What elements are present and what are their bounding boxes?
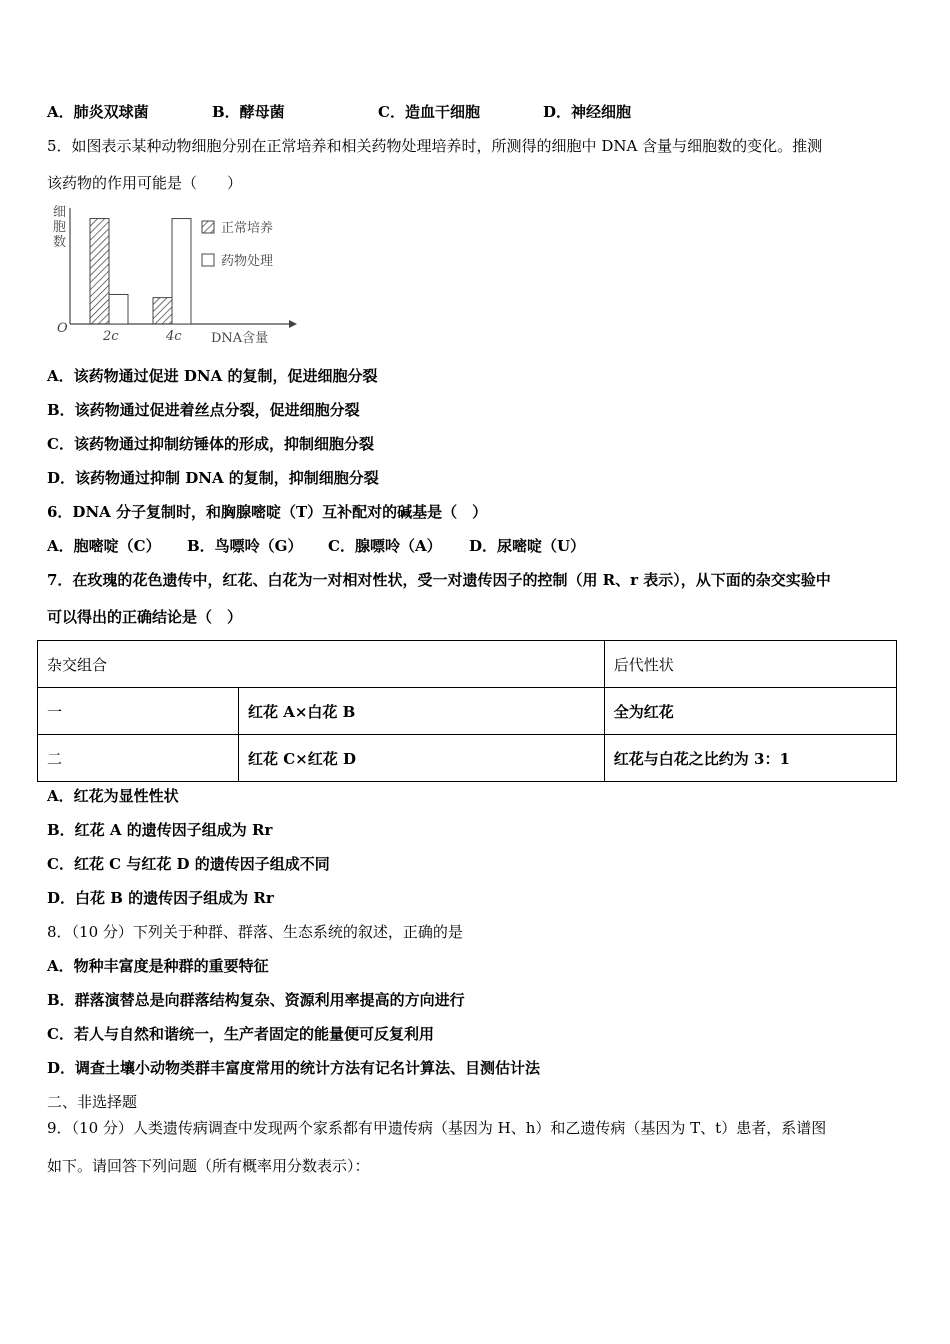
q8-option-c: C．若人与自然和谐统一，生产者固定的能量便可反复利用 [47, 1025, 434, 1043]
q6-options [47, 536, 585, 556]
section-title: 二、非选择题 [47, 1093, 138, 1111]
bar-normal-2c [90, 219, 109, 324]
cross-experiment-table [37, 640, 897, 782]
y-label-char-2: 胞 [53, 220, 67, 235]
q7-stem-line2: 可以得出的正确结论是（ ） [47, 608, 243, 626]
q7-option-a: A．红花为显性性状 [47, 787, 179, 805]
table-header-row [38, 641, 897, 688]
legend-swatch-normal [202, 221, 214, 233]
table-header-offspring: 后代性状 [604, 641, 896, 688]
table-cell: 一 [38, 688, 239, 735]
table-cell: 红花 A×白花 B [239, 688, 605, 735]
dna-content-chart [45, 200, 305, 350]
table-header-cross: 杂交组合 [38, 641, 605, 688]
x-axis-label: DNA含量 [211, 331, 269, 346]
legend-swatch-drug [202, 254, 214, 266]
q5-option-d: D．该药物通过抑制 DNA 的复制，抑制细胞分裂 [47, 469, 379, 487]
q9-stem-line2: 如下。请回答下列问题（所有概率用分数表示）： [47, 1157, 370, 1175]
bar-drug-4c [172, 219, 191, 324]
table-cell: 红花 C×红花 D [239, 735, 605, 782]
q6-stem: 6．DNA 分子复制时，和胸腺嘧啶（T）互补配对的碱基是（ ） [47, 503, 488, 521]
table-cell: 全为红花 [604, 688, 896, 735]
q4-option-b: B．酵母菌 [212, 103, 285, 121]
y-label-char-3: 数 [53, 235, 67, 250]
q8-option-d: D．调查土壤小动物类群丰富度常用的统计方法有记名计算法、目测估计法 [47, 1059, 541, 1077]
q4-options [47, 102, 631, 122]
x-axis-arrow [289, 320, 297, 328]
legend-label-normal: 正常培养 [221, 221, 274, 236]
bar-normal-4c [153, 298, 172, 324]
q8-option-a: A．物种丰富度是种群的重要特征 [47, 957, 269, 975]
q5-stem-line2: 该药物的作用可能是（ ） [47, 174, 243, 192]
q6-option-d: D．尿嘧啶（U） [469, 537, 586, 555]
q5-option-c: C．该药物通过抑制纺锤体的形成，抑制细胞分裂 [47, 435, 374, 453]
q8-option-b: B．群落演替总是向群落结构复杂、资源利用率提高的方向进行 [47, 991, 465, 1009]
q9-stem-line1: 9．（10 分）人类遗传病调查中发现两个家系都有甲遗传病（基因为 H、h）和乙遗传病（基因为 T、t）患者，系谱图 [47, 1119, 827, 1137]
legend-label-drug: 药物处理 [221, 254, 274, 269]
q5-option-a: A．该药物通过促进 DNA 的复制，促进细胞分裂 [47, 367, 378, 385]
q7-stem-line1: 7．在玫瑰的花色遗传中，红花、白花为一对相对性状，受一对遗传因子的控制（用 R、r 表示），从下面的杂交实验中 [47, 571, 831, 589]
tick-2c: 2c [103, 329, 119, 344]
q7-option-c: C．红花 C 与红花 D 的遗传因子组成不同 [47, 855, 330, 873]
table-row [38, 688, 897, 735]
table-cell: 红花与白花之比约为 3：1 [604, 735, 896, 782]
table-row [38, 735, 897, 782]
q4-option-d: D．神经细胞 [543, 103, 632, 121]
tick-4c: 4c [166, 329, 182, 344]
q6-option-a: A．胞嘧啶（C） [47, 537, 161, 555]
table-cell: 二 [38, 735, 239, 782]
bar-drug-2c [109, 294, 128, 324]
q4-option-a: A．肺炎双球菌 [47, 103, 149, 121]
q7-option-d: D．白花 B 的遗传因子组成为 Rr [47, 889, 274, 907]
q6-option-c: C．腺嘌呤（A） [328, 537, 442, 555]
q8-stem: 8．（10 分）下列关于种群、群落、生态系统的叙述，正确的是 [47, 923, 463, 941]
q5-stem-line1: 5．如图表示某种动物细胞分别在正常培养和相关药物处理培养时，所测得的细胞中 DNA 含量与细胞数的变化。推测 [47, 137, 823, 155]
q5-option-b: B．该药物通过促进着丝点分裂，促进细胞分裂 [47, 401, 360, 419]
q7-option-b: B．红花 A 的遗传因子组成为 Rr [47, 821, 273, 839]
y-label-char-1: 细 [53, 205, 67, 220]
q6-option-b: B．鸟嘌呤（G） [187, 537, 303, 555]
origin-label: O [57, 321, 68, 336]
q4-option-c: C．造血干细胞 [378, 103, 480, 121]
